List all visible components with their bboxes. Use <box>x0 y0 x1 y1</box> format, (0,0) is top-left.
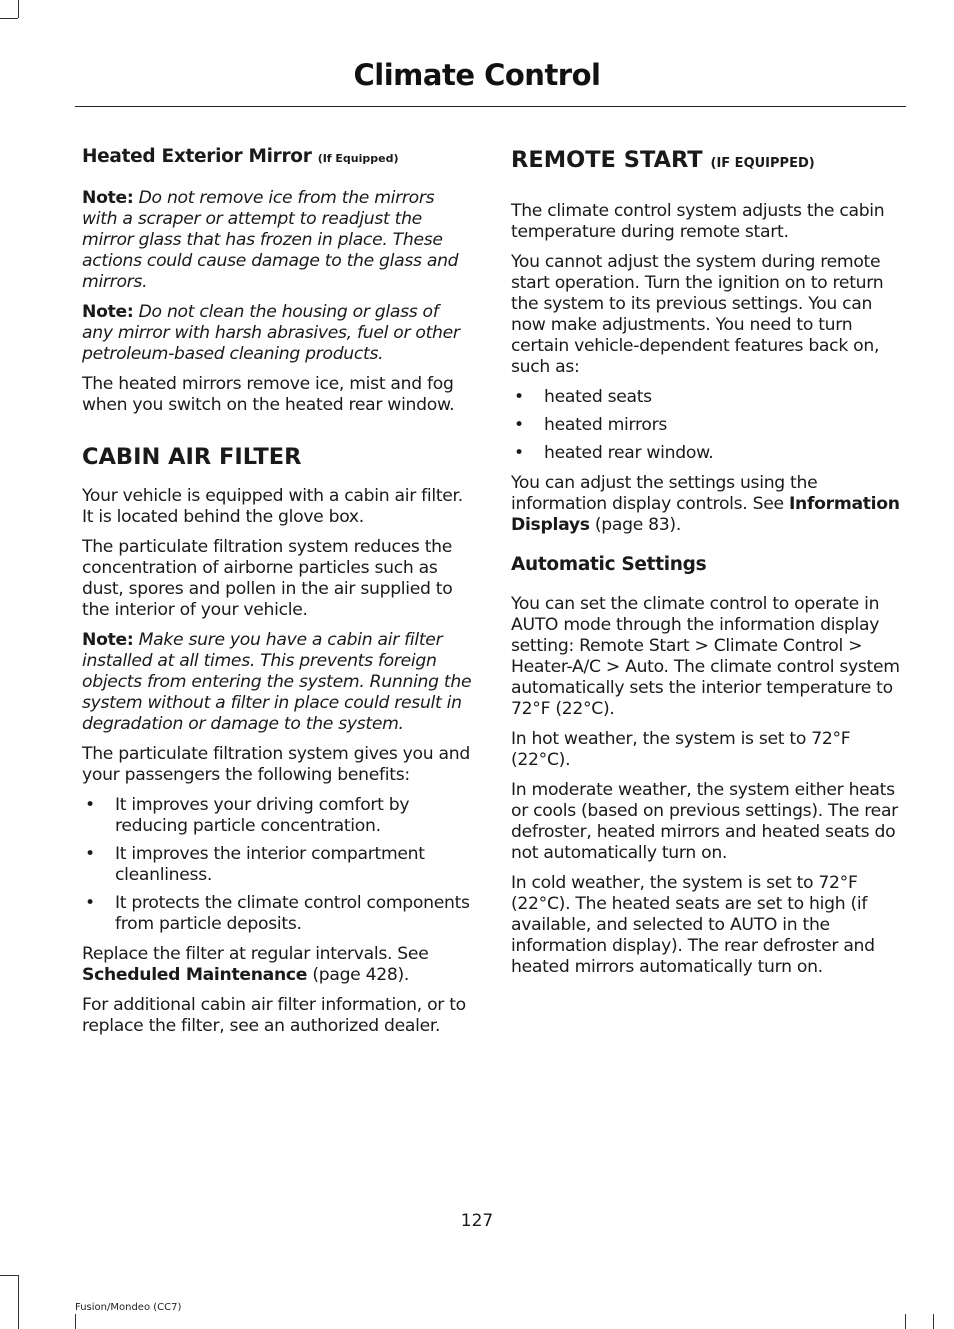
auto-paragraph-2: In hot weather, the system is set to 72°F (22°C). <box>511 729 851 770</box>
right-column <box>511 145 903 987</box>
left-column <box>82 145 474 1046</box>
heated-mirror-heading-tag: (If Equipped) <box>317 152 399 165</box>
crop-mark-bottom-left-vertical <box>18 1275 19 1329</box>
remote-paragraph-3-page-ref: (page 83). <box>589 515 681 535</box>
page-number: 127 <box>460 1211 494 1231</box>
crop-mark-bottom-left-horizontal <box>0 1275 18 1276</box>
remote-start-heading-text: REMOTE START <box>511 147 703 173</box>
features-list <box>511 387 903 464</box>
list-item <box>511 387 903 408</box>
bullet-glyph: • <box>85 844 95 864</box>
benefits-list <box>82 795 474 935</box>
heated-mirror-heading-text: Heated Exterior Mirror <box>82 146 312 167</box>
title-divider <box>75 106 906 107</box>
automatic-settings-heading: Automatic Settings <box>511 554 707 575</box>
crop-mark-top-left-horizontal <box>0 18 18 19</box>
information-displays-link[interactable]: Information Displays <box>511 494 900 535</box>
list-item <box>511 443 903 464</box>
note-text: Make sure you have a cabin air filter installed at all times. This prevents foreign objects from entering the system. Running the system without a filter in place could result in degradation or damage to the system. <box>82 630 472 734</box>
bullet-glyph: • <box>514 415 524 435</box>
replace-filter-paragraph <box>82 944 474 986</box>
list-item <box>82 844 474 886</box>
remote-paragraph-1: The climate control system adjusts the cabin temperature during remote start. <box>511 201 885 242</box>
filter-paragraph-3: The particulate filtration system gives you and your passengers the following benefits: <box>82 744 470 785</box>
crop-mark-bottom-tick-c <box>933 1314 934 1329</box>
auto-paragraph-1: You can set the climate control to operate in AUTO mode through the information display setting: Remote Start > Climate Control > Heater-A/C > Auto. The climate control system automatically sets the interior temperature to 72°F (22°C). <box>511 594 900 719</box>
page-title: Climate Control <box>353 58 601 92</box>
filter-note <box>82 630 474 735</box>
note-text: Do not remove ice from the mirrors with a scraper or attempt to readjust the mirror glass that has frozen in place. These actions could cause damage to the glass and mirrors. <box>82 188 459 292</box>
remote-paragraph-2: You cannot adjust the system during remote start operation. Turn the ignition on to return the system to its previous settings. You can now make adjustments. You need to turn certain vehicle-dependent features back on, such as: <box>511 252 884 377</box>
remote-start-heading-tag: (IF EQUIPPED) <box>710 156 815 171</box>
crop-mark-bottom-tick-b <box>905 1314 906 1329</box>
scheduled-maintenance-link[interactable]: Scheduled Maintenance <box>82 965 308 985</box>
list-item-text: It improves the interior compartment cleanliness. <box>115 844 425 885</box>
mirror-note-2 <box>82 302 474 365</box>
list-item <box>82 893 474 935</box>
list-item-text: heated rear window. <box>544 443 714 463</box>
list-item-text: It improves your driving comfort by reducing particle concentration. <box>115 795 410 836</box>
bullet-glyph: • <box>514 387 524 407</box>
replace-filter-page-ref: (page 428). <box>307 965 410 985</box>
note-label: Note: <box>82 188 134 208</box>
note-label: Note: <box>82 630 134 650</box>
list-item <box>82 795 474 837</box>
filter-paragraph-2: The particulate filtration system reduces the concentration of airborne particles such as dust, spores and pollen in the air supplied to the interior of your vehicle. <box>82 537 453 620</box>
auto-paragraph-4: In cold weather, the system is set to 72°F (22°C). The heated seats are set to high (if available, and selected to AUTO in the information display). The rear defroster and heated mirrors automatically turn on. <box>511 873 875 977</box>
remote-paragraph-3 <box>511 473 903 536</box>
filter-paragraph-4: For additional cabin air filter information, or to replace the filter, see an authorized dealer. <box>82 995 466 1036</box>
list-item-text: It protects the climate control components from particle deposits. <box>115 893 470 934</box>
filter-paragraph-1: Your vehicle is equipped with a cabin air filter. It is located behind the glove box. <box>82 486 463 527</box>
cabin-air-filter-heading: CABIN AIR FILTER <box>82 444 302 470</box>
note-text: Do not clean the housing or glass of any mirror with harsh abrasives, fuel or other petroleum-based cleaning products. <box>82 302 460 364</box>
footer-model: Fusion/Mondeo (CC7) <box>75 1302 182 1313</box>
note-label: Note: <box>82 302 134 322</box>
bullet-glyph: • <box>85 893 95 913</box>
bullet-glyph: • <box>514 443 524 463</box>
bullet-glyph: • <box>85 795 95 815</box>
list-item-text: heated mirrors <box>544 415 667 435</box>
mirror-body: The heated mirrors remove ice, mist and fog when you switch on the heated rear window. <box>82 374 455 415</box>
remote-start-heading <box>511 145 903 179</box>
list-item <box>511 415 903 436</box>
replace-filter-text: Replace the filter at regular intervals. See <box>82 944 429 964</box>
heated-mirror-heading <box>82 145 474 171</box>
auto-paragraph-3: In moderate weather, the system either heats or cools (based on previous settings). The rear defroster, heated mirrors and heated seats do not automatically turn on. <box>511 780 898 863</box>
mirror-note-1 <box>82 188 474 293</box>
crop-mark-bottom-tick-a <box>75 1314 76 1329</box>
remote-paragraph-3-text: You can adjust the settings using the information display controls. See <box>511 473 818 514</box>
crop-mark-top-left-vertical <box>18 0 19 18</box>
list-item-text: heated seats <box>544 387 652 407</box>
